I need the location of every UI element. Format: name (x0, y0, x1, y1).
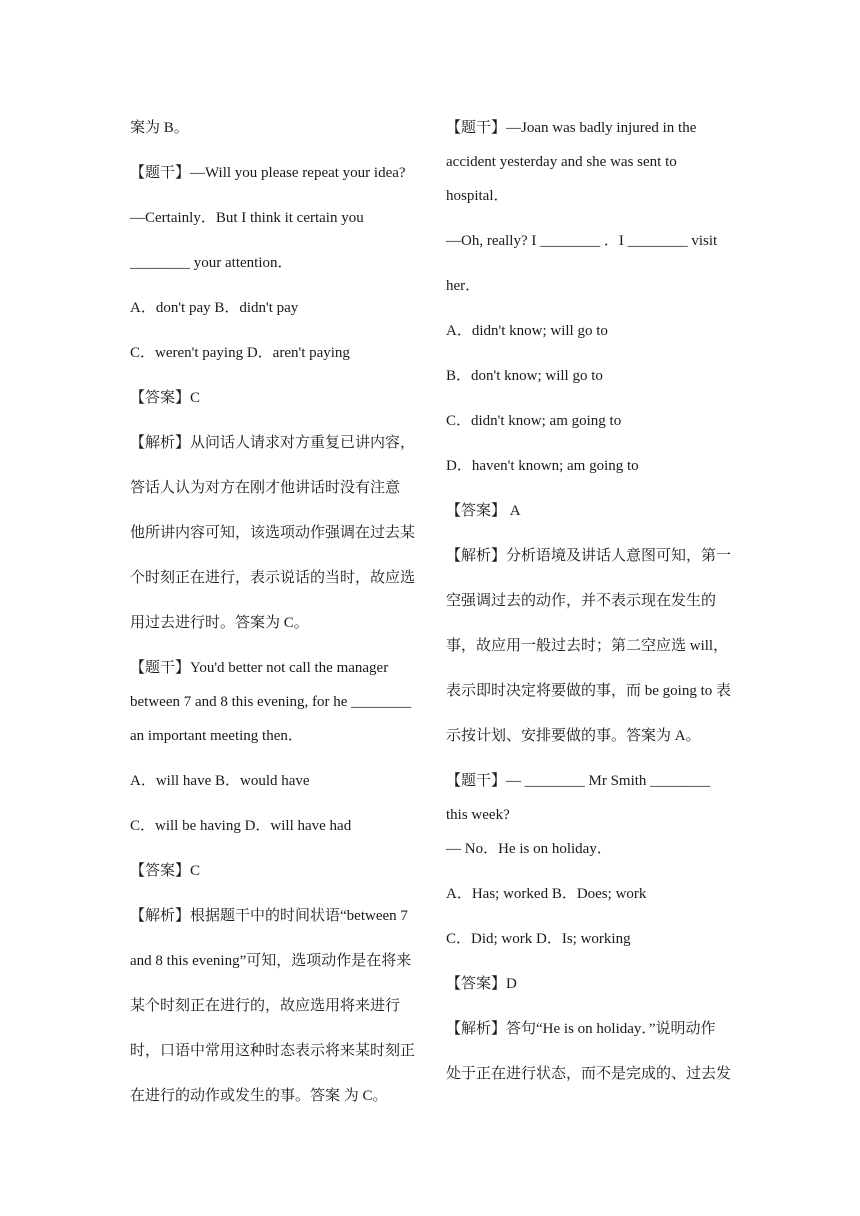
right-column-line: hospital． (446, 188, 509, 204)
left-column-line: an important meeting then． (130, 728, 303, 744)
right-column-line: this week? (446, 807, 510, 823)
right-column-line: A．didn't know; will go to (446, 323, 608, 339)
left-text-column (130, 110, 420, 1123)
left-column-line: 【题干】—Will you please repeat your idea? (130, 165, 406, 181)
right-column-line: 【解析】答句“He is on holiday．”说明动作 (446, 1021, 716, 1037)
right-column-line: — No．He is on holiday． (446, 841, 612, 857)
right-column-line: her． (446, 278, 481, 294)
left-column-line: 【答案】C (130, 390, 201, 406)
left-column-line: 【答案】C (130, 863, 201, 879)
right-column-line: accident yesterday and she was sent to (446, 154, 677, 170)
right-column-line: 处于正在进行状态，而不是完成的、过去发 (446, 1066, 732, 1082)
right-column-line: 空强调过去的动作，并不表示现在发生的 (446, 593, 717, 609)
left-column-line: A．will have B．would have (130, 773, 310, 789)
right-column-line: 示按计划、安排要做的事。答案为 A。 (446, 728, 701, 744)
right-column-line: —Oh, really? I ________ ．I ________ visit (446, 233, 718, 249)
right-column-line: 【解析】分析语境及讲话人意图可知，第一 (446, 548, 732, 564)
left-column-line: 案为 B。 (130, 120, 189, 136)
right-column-line: C．Did; work D．Is; working (446, 931, 631, 947)
left-column-line: between 7 and 8 this evening, for he ________ (130, 694, 412, 710)
left-column-line: 【解析】从问话人请求对方重复已讲内容， (130, 435, 416, 451)
right-text-column (446, 110, 746, 1101)
left-column-line: 用过去进行时。答案为 C。 (130, 615, 309, 631)
left-column-line: C．will be having D．will have had (130, 818, 352, 834)
right-column-line: B．don't know; will go to (446, 368, 603, 384)
left-column-line: C．weren't paying D．aren't paying (130, 345, 350, 361)
left-column-line: 【题干】You'd better not call the manager (130, 660, 389, 676)
left-column-line: A．don't pay B．didn't pay (130, 300, 299, 316)
right-column-line: 【题干】— ________ Mr Smith ________ (446, 773, 711, 789)
right-column-line: 【题干】—Joan was badly injured in the (446, 120, 697, 136)
left-column-line: 时，口语中常用这种时态表示将来某时刻正 (130, 1043, 416, 1059)
left-column-line: 【解析】根据题干中的时间状语“between 7 (130, 908, 408, 924)
left-column-line: —Certainly．But I think it certain you (130, 210, 364, 226)
left-column-line: 某个时刻正在进行的，故应选用将来进行 (130, 998, 401, 1014)
right-column-line: 表示即时决定将要做的事，而 be going to 表 (446, 683, 731, 699)
left-column-line: ________ your attention． (130, 255, 293, 271)
right-column-line: 【答案】 A (446, 503, 521, 519)
left-column-line: 他所讲内容可知，该选项动作强调在过去某 (130, 525, 416, 541)
left-column-line: 个时刻正在进行，表示说话的当时，故应选 (130, 570, 416, 586)
right-column-line: 【答案】D (446, 976, 517, 992)
right-column-line: 事，故应用一般过去时；第二空应选 will， (446, 638, 729, 654)
right-column-line: C．didn't know; am going to (446, 413, 622, 429)
right-column-line: D．haven't known; am going to (446, 458, 639, 474)
right-column-line: A．Has; worked B．Does; work (446, 886, 647, 902)
left-column-line: 在进行的动作或发生的事。答案 为 C。 (130, 1088, 388, 1104)
left-column-line: and 8 this evening”可知，选项动作是在将来 (130, 953, 412, 969)
left-column-line: 答话人认为对方在刚才他讲话时没有注意 (130, 480, 401, 496)
